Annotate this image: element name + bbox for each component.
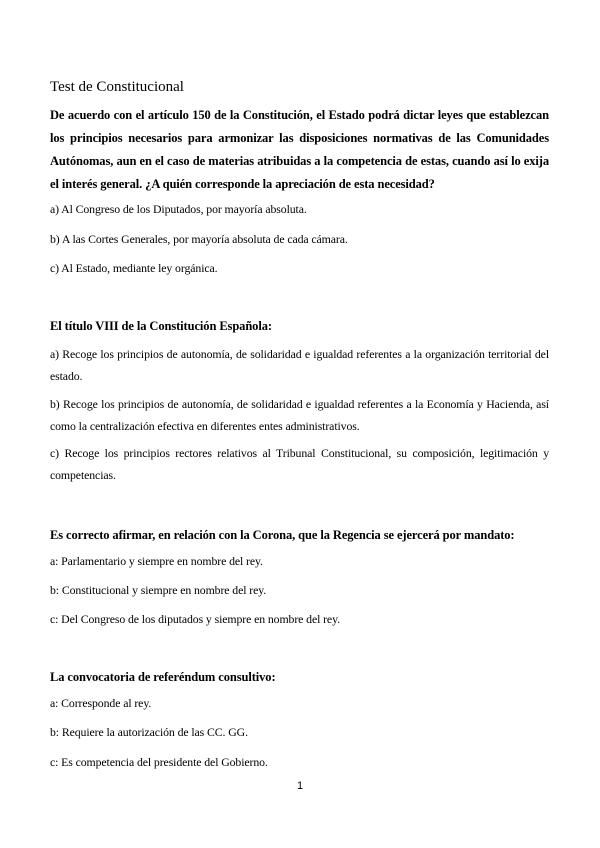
document-title: Test de Constitucional xyxy=(50,79,184,95)
question-4-option-c: c: Es competencia del presidente del Gobierno. xyxy=(50,755,268,769)
question-3-text: Es correcto afirmar, en relación con la Corona, que la Regencia se ejercerá por mandato: xyxy=(50,528,515,542)
question-2-option-a: a) Recoge los principios de autonomía, de solidaridad e igualdad referentes a la organización territorial del estado. xyxy=(50,347,549,383)
question-2-text: El título VIII de la Constitución Española: xyxy=(50,319,272,333)
question-1-option-a: a) Al Congreso de los Diputados, por mayoría absoluta. xyxy=(50,202,307,216)
question-4-option-a: a: Corresponde al rey. xyxy=(50,696,152,710)
question-2-option-b: b) Recoge los principios de autonomía, de solidaridad e igualdad referentes a la Economía y Hacienda, así como la centralización efectiva en diferentes entes administrativos. xyxy=(50,397,549,433)
page-number: 1 xyxy=(296,780,304,792)
question-4-option-b: b: Requiere la autorización de las CC. GG. xyxy=(50,725,248,739)
question-1-option-c: c) Al Estado, mediante ley orgánica. xyxy=(50,261,218,275)
question-4-text: La convocatoria de referéndum consultivo: xyxy=(50,670,276,684)
question-3-option-b: b: Constitucional y siempre en nombre del rey. xyxy=(50,583,267,597)
question-3-option-a: a: Parlamentario y siempre en nombre del rey. xyxy=(50,554,263,568)
question-3-option-c: c: Del Congreso de los diputados y siempre en nombre del rey. xyxy=(50,612,340,626)
question-1-text: De acuerdo con el artículo 150 de la Constitución, el Estado podrá dictar leyes que establezcan los principios necesarios para armonizar las disposiciones normativas de las Comunidades Autónomas, aun en el caso de materias atribuidas a la competencia de estas, cuando así lo exija el interés general. ¿A quién corresponde la apreciación de esta necesidad? xyxy=(50,108,549,191)
question-2-option-c: c) Recoge los principios rectores relativos al Tribunal Constitucional, su composición, legitimación y competencias. xyxy=(50,446,549,482)
question-1-option-b: b) A las Cortes Generales, por mayoría absoluta de cada cámara. xyxy=(50,232,348,246)
